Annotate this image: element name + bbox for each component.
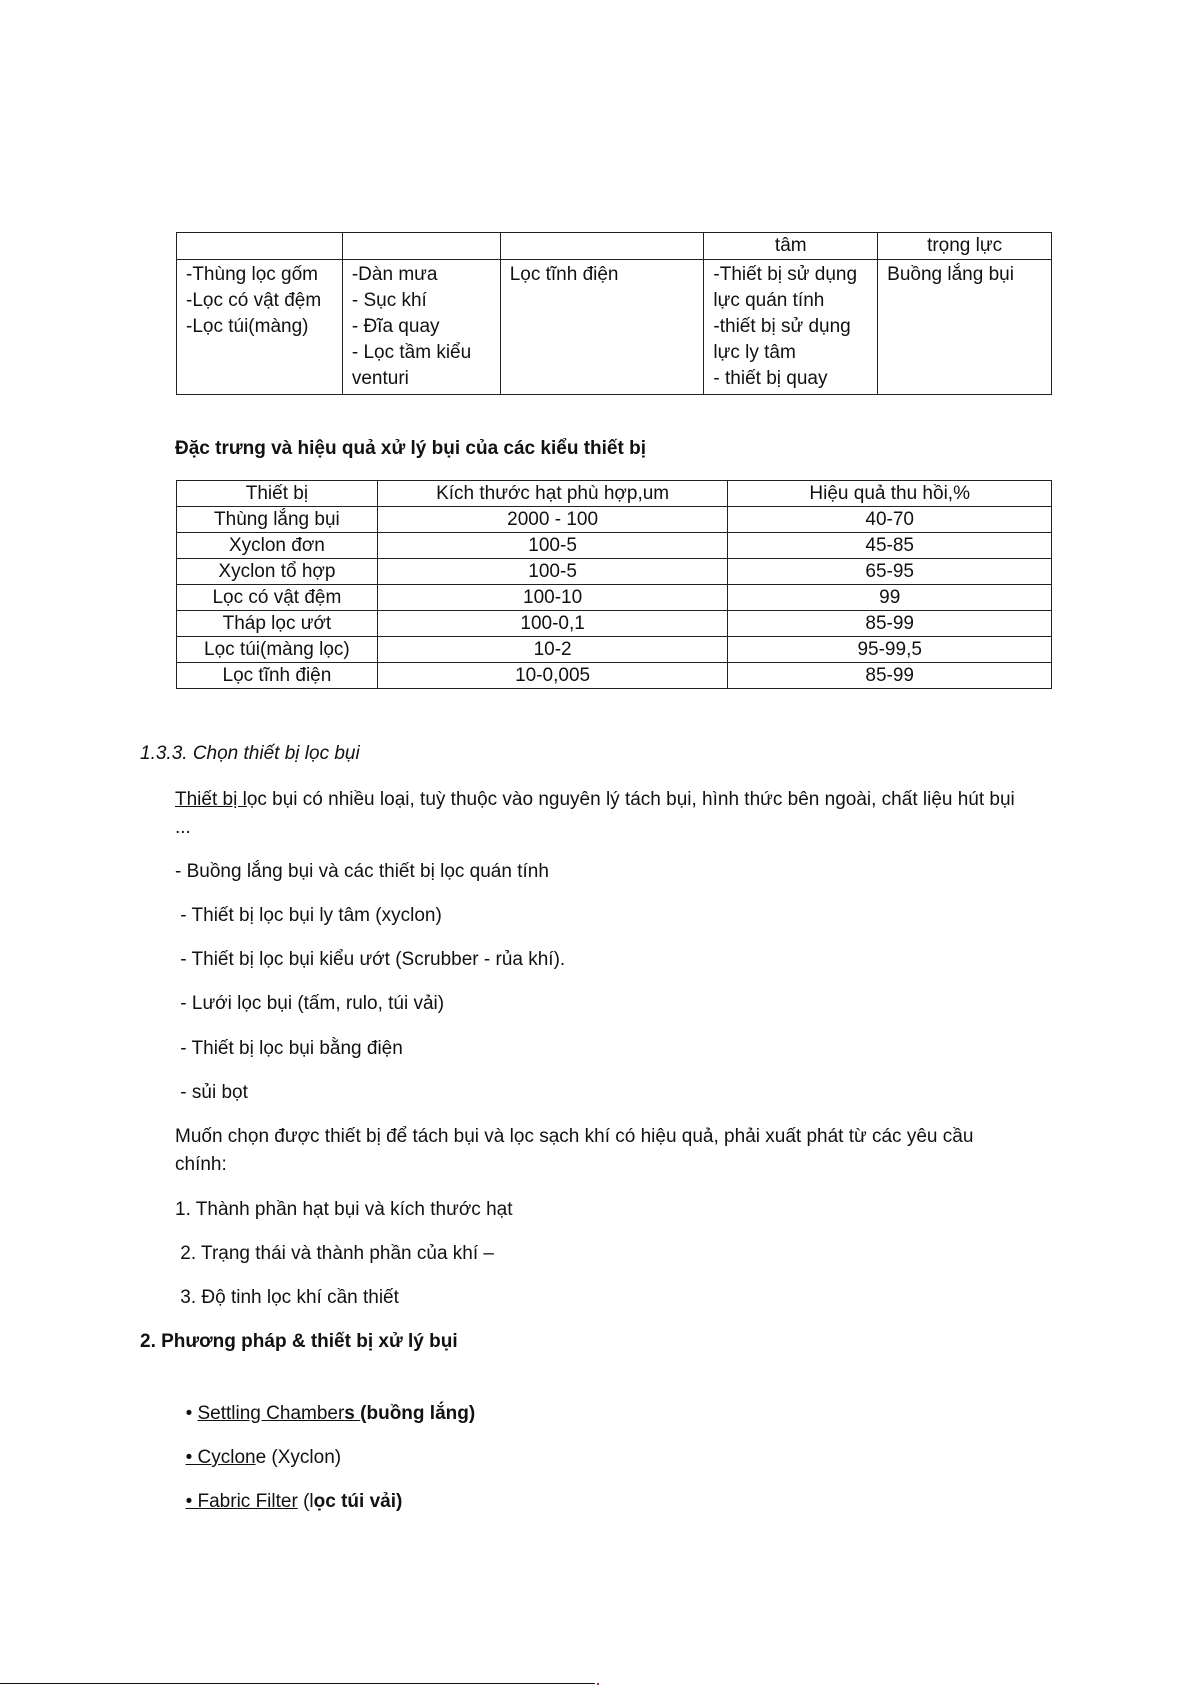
device-type-item: - Lưới lọc bụi (tấm, rulo, túi vải) (175, 993, 445, 1014)
method-translation: ọc túi vải) (313, 1491, 403, 1512)
table-cell: 10-2 (377, 637, 728, 663)
device-type-item: - Buồng lắng bụi và các thiết bị lọc quán tính (175, 861, 549, 882)
table-cell-electrostatic (500, 260, 704, 395)
bullet-icon: • (185, 1403, 198, 1424)
footnote-separator (0, 1683, 595, 1684)
table-cell: Lọc có vật đệm (177, 585, 378, 611)
table-cell (342, 233, 500, 260)
table-cell: 95-99,5 (728, 637, 1052, 663)
table-header-row (177, 481, 1052, 507)
cell-line: -Lọc có vật đệm (186, 290, 322, 311)
intro-continuation: ... (175, 817, 191, 838)
table-cell: 100-5 (377, 559, 728, 585)
column-header: Hiệu quả thu hồi,% (728, 481, 1052, 507)
method-translation-open: (l (297, 1491, 314, 1512)
table-row (177, 663, 1052, 689)
table-cell (500, 233, 704, 260)
cell-line: - Đĩa quay (351, 316, 440, 337)
cell-line: -Dàn mưa (351, 264, 438, 285)
table-cell-dry-filters (177, 260, 343, 395)
method-name-suffix: s (344, 1403, 361, 1424)
table-cell: 85-99 (728, 611, 1052, 637)
table-cell (177, 233, 343, 260)
table-cell: Tháp lọc ướt (177, 611, 378, 637)
table-row (177, 260, 1052, 395)
device-type-item: - Thiết bị lọc bụi bằng điện (175, 1038, 403, 1059)
table-cell-wet-filters (342, 260, 500, 395)
device-type-item: - Thiết bị lọc bụi ly tâm (xyclon) (175, 905, 442, 926)
intro-text: ọc bụi có nhiều loại, tuỳ thuộc vào nguyên lý tách bụi, hình thức bên ngoài, chất liệu hút bụi (246, 789, 1015, 810)
cell-line: lực ly tâm (713, 342, 796, 363)
table-cell: 40-70 (728, 507, 1052, 533)
cell-line: lực quán tính (713, 290, 825, 311)
cell-line: Lọc tĩnh điện (509, 264, 619, 285)
table-row (177, 533, 1052, 559)
requirement-item: 3. Độ tinh lọc khí cần thiết (175, 1287, 399, 1308)
requirements-intro: Muốn chọn được thiết bị để tách bụi và lọc sạch khí có hiệu quả, phải xuất phát từ các yêu cầu (175, 1126, 974, 1147)
device-type-item: - sủi bọt (175, 1082, 248, 1103)
cell-line: -Thiết bị sử dụng (713, 264, 858, 285)
table-cell: 100-5 (377, 533, 728, 559)
table-cell: 100-10 (377, 585, 728, 611)
table-cell: trọng lực (878, 233, 1052, 260)
table-cell: 2000 - 100 (377, 507, 728, 533)
table-row (177, 507, 1052, 533)
table-cell: 45-85 (728, 533, 1052, 559)
cell-line: - Lọc tầm kiểu (351, 342, 472, 363)
table-row (177, 585, 1052, 611)
table-cell-gravity (878, 260, 1052, 395)
requirements-intro-cont: chính: (175, 1154, 227, 1175)
table-cell: Thùng lắng bụi (177, 507, 378, 533)
cell-line: -Thùng lọc gốm (186, 264, 319, 285)
cell-line: -Lọc túi(màng) (186, 316, 309, 337)
device-type-item: - Thiết bị lọc bụi kiểu ướt (Scrubber - rủa khí). (175, 949, 566, 970)
device-classification-table (176, 232, 1052, 395)
column-header: Kích thước hạt phù hợp,um (377, 481, 728, 507)
section-heading-1-3-3: 1.3.3. Chọn thiết bị lọc bụi (140, 743, 360, 764)
cell-line: - thiết bị quay (713, 368, 828, 389)
table-cell: Lọc tĩnh điện (177, 663, 378, 689)
table-row (177, 637, 1052, 663)
table-caption: Đặc trưng và hiệu quả xử lý bụi của các kiểu thiết bị (175, 438, 646, 459)
bullet-icon: • (185, 1491, 198, 1512)
method-translation: (buồng lắng) (360, 1403, 476, 1424)
intro-underlined-text: Thiết bị l (175, 789, 247, 810)
table-row (177, 559, 1052, 585)
cell-line: Buồng lắng bụi (887, 264, 1014, 285)
column-header: Thiết bị (177, 481, 378, 507)
intro-paragraph (175, 786, 1015, 814)
table-cell: 65-95 (728, 559, 1052, 585)
requirement-item: 1. Thành phần hạt bụi và kích thước hạt (175, 1199, 513, 1220)
method-name: Fabric Filter (197, 1491, 298, 1512)
table-cell: Xyclon tổ hợp (177, 559, 378, 585)
cell-line: - Sục khí (351, 290, 427, 311)
method-translation: e (Xyclon) (255, 1447, 342, 1468)
table-row (177, 611, 1052, 637)
table-cell: 99 (728, 585, 1052, 611)
method-item-fabric-filter (175, 1460, 402, 1516)
table-cell: Xyclon đơn (177, 533, 378, 559)
method-name: Settling Chamber (197, 1403, 345, 1424)
requirement-item: 2. Trạng thái và thành phần của khí – (175, 1243, 495, 1264)
table-row (177, 233, 1052, 260)
table-cell: 10-0,005 (377, 663, 728, 689)
table-cell: 100-0,1 (377, 611, 728, 637)
table-cell: Lọc túi(màng lọc) (177, 637, 378, 663)
cell-line: venturi (351, 368, 409, 389)
section-heading-2: 2. Phương pháp & thiết bị xử lý bụi (140, 1331, 458, 1352)
efficiency-table (176, 480, 1052, 689)
method-name: Cyclon (197, 1447, 256, 1468)
table-cell-centrifugal (704, 260, 878, 395)
table-cell: 85-99 (728, 663, 1052, 689)
cell-line: -thiết bị sử dụng (713, 316, 851, 337)
table-cell: tâm (704, 233, 878, 260)
bullet-icon: • (185, 1447, 198, 1468)
